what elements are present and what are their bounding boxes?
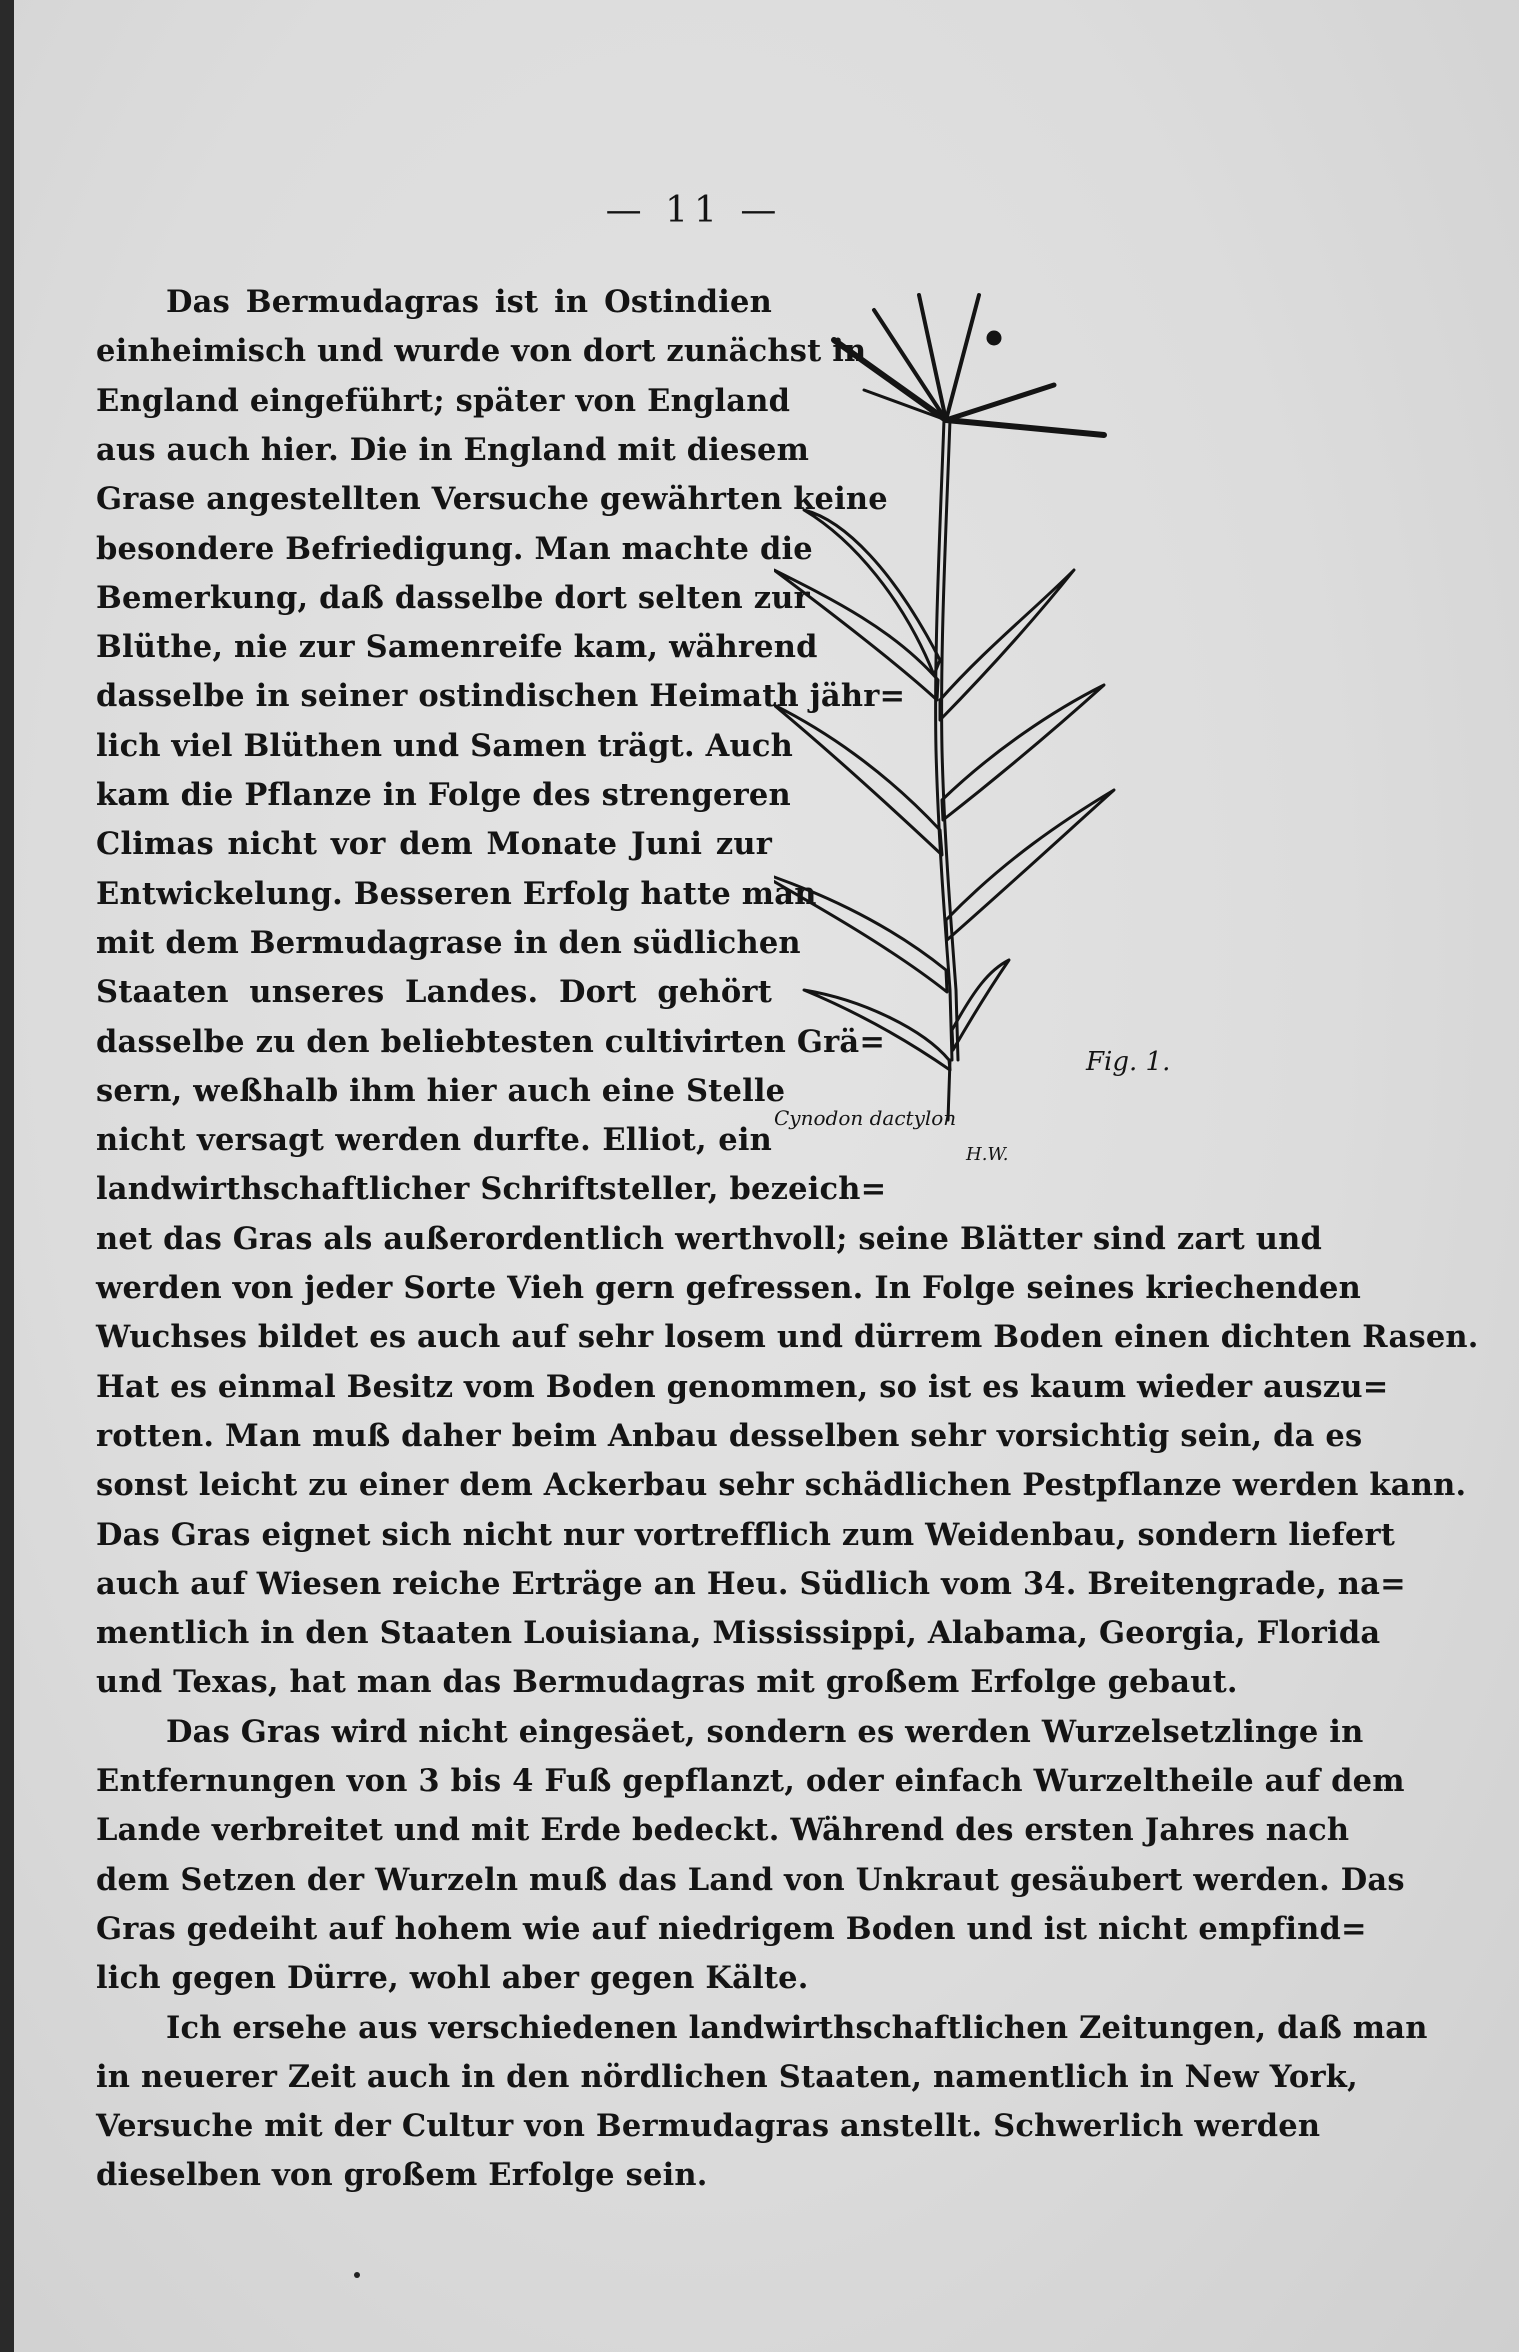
figure-species: Cynodon dactylon: [774, 1106, 957, 1130]
text-line: aus auch hier. Die in England mit diesem: [96, 432, 810, 468]
text-line: Grase angestellten Versuche gewährten keine: [96, 481, 888, 517]
text-line: werden von jeder Sorte Vieh gern gefressen. In Folge seines kriechenden: [96, 1270, 1361, 1306]
text-line: lich viel Blüthen und Samen trägt. Auch: [96, 728, 793, 764]
text-line: Das Bermudagras ist in Ostindien: [166, 284, 772, 320]
text-line: England eingeführt; später von England: [96, 383, 791, 419]
print-speck: [354, 2272, 360, 2278]
book-page: [14, 0, 1519, 2352]
text-line: Das Gras eignet sich nicht nur vortrefflich zum Weidenbau, sondern liefert: [96, 1517, 1396, 1553]
text-line: besondere Befriedigung. Man machte die: [96, 531, 813, 567]
text-line: nicht versagt werden durfte. Elliot, ein: [96, 1122, 772, 1158]
text-line: dasselbe zu den beliebtesten cultivirten Grä=: [96, 1024, 886, 1060]
leaf-9: [952, 960, 1009, 1050]
spike-4: [946, 295, 979, 420]
text-line: Versuche mit der Cultur von Bermudagras anstellt. Schwerlich werden: [96, 2108, 1321, 2144]
text-line: Das Gras wird nicht eingesäet, sondern es werden Wurzelsetzlinge in: [166, 1714, 1364, 1750]
text-line: dasselbe in seiner ostindischen Heimath jähr=: [96, 678, 906, 714]
text-line: dieselben von großem Erfolge sein.: [96, 2157, 708, 2193]
figure-label: Fig. 1.: [1086, 1047, 1171, 1077]
text-line: sern, weßhalb ihm hier auch eine Stelle: [96, 1073, 786, 1109]
text-line: Wuchses bildet es auch auf sehr losem und dürrem Boden einen dichten Rasen.: [96, 1319, 1479, 1355]
text-line: kam die Pflanze in Folge des strengeren: [96, 777, 791, 813]
text-line: Entwickelung. Besseren Erfolg hatte man: [96, 876, 817, 912]
text-line: Gras gedeiht auf hohem wie auf niedrigem Boden und ist nicht empfind=: [96, 1911, 1367, 1947]
text-line: und Texas, hat man das Bermudagras mit großem Erfolge gebaut.: [96, 1664, 1238, 1700]
text-line: in neuerer Zeit auch in den nördlichen Staaten, namentlich in New York,: [96, 2059, 1358, 2095]
text-line: auch auf Wiesen reiche Erträge an Heu. Südlich vom 34. Breitengrade, na=: [96, 1566, 1406, 1602]
text-line: landwirthschaftlicher Schriftsteller, bezeich=: [96, 1171, 887, 1207]
figure-initials: H.W.: [966, 1144, 1009, 1165]
text-line: lich gegen Dürre, wohl aber gegen Kälte.: [96, 1960, 809, 1996]
text-line: Lande verbreitet und mit Erde bedeckt. Während des ersten Jahres nach: [96, 1812, 1350, 1848]
text-line: rotten. Man muß daher beim Anbau desselben sehr vorsichtig sein, da es: [96, 1418, 1363, 1454]
text-line: sonst leicht zu einer dem Ackerbau sehr schädlichen Pestpflanze werden kann.: [96, 1467, 1467, 1503]
text-line: Blüthe, nie zur Samenreife kam, während: [96, 629, 818, 665]
leaf-1: [804, 510, 940, 675]
text-line: mit dem Bermudagrase in den südlichen: [96, 925, 801, 961]
leaf-3: [774, 705, 942, 855]
text-line: Entfernungen von 3 bis 4 Fuß gepflanzt, oder einfach Wurzeltheile auf dem: [96, 1763, 1405, 1799]
text-line: mentlich in den Staaten Louisiana, Mississippi, Alabama, Georgia, Florida: [96, 1615, 1381, 1651]
leaf-6: [940, 570, 1074, 720]
text-line: dem Setzen der Wurzeln muß das Land von Unkraut gesäubert werden. Das: [96, 1862, 1405, 1898]
scan-border: [0, 0, 14, 2352]
text-line: Bemerkung, daß dasselbe dort selten zur: [96, 580, 810, 616]
text-line: einheimisch und wurde von dort zunächst in: [96, 333, 867, 369]
text-line: Ich ersehe aus verschiedenen landwirthschaftlichen Zeitungen, daß man: [166, 2010, 1428, 2046]
text-line: Climas nicht vor dem Monate Juni zur: [96, 826, 772, 862]
page-number: — 11 —: [605, 190, 783, 231]
text-line: Hat es einmal Besitz vom Boden genommen, so ist es kaum wieder auszu=: [96, 1369, 1389, 1405]
leaf-8: [946, 790, 1114, 940]
text-line: net das Gras als außerordentlich werthvoll; seine Blätter sind zart und: [96, 1221, 1322, 1257]
spike-7: [864, 390, 946, 420]
spike-5: [946, 385, 1054, 420]
leaf-7: [942, 685, 1104, 820]
text-line: Staaten unseres Landes. Dort gehört: [96, 974, 772, 1010]
spike-6: [946, 420, 1104, 435]
